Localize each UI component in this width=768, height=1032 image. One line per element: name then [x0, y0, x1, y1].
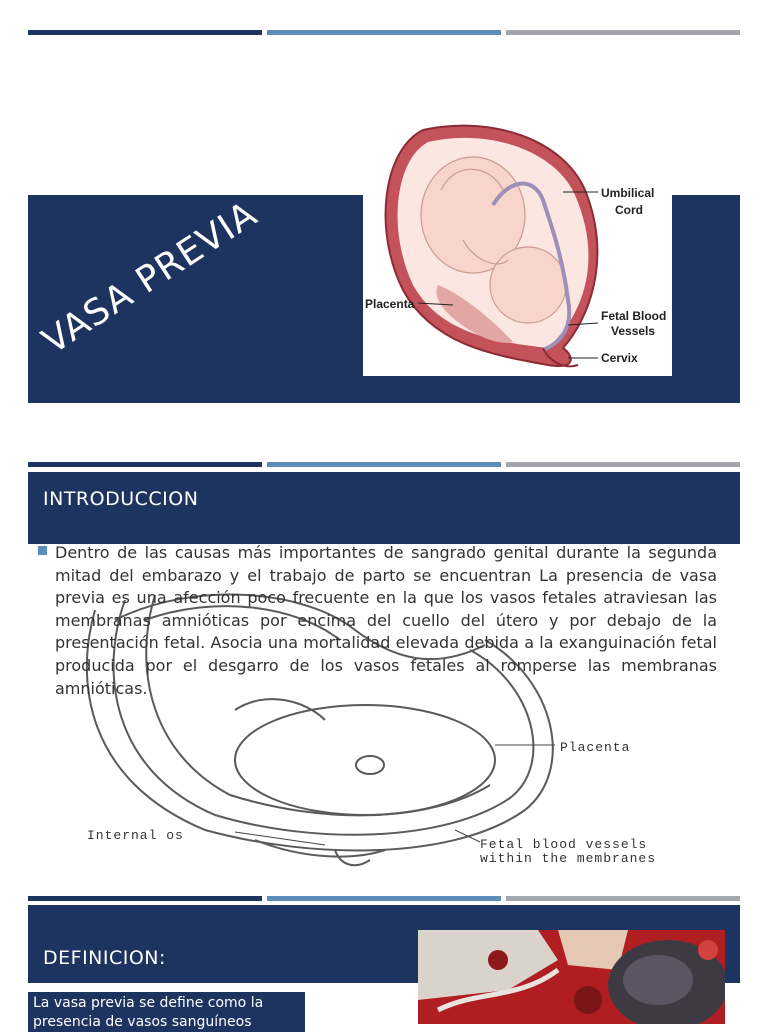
sketch-label-internal-os: Internal os	[87, 828, 184, 843]
accent-stripe-dark	[28, 30, 262, 35]
accent-stripe-dark-2	[28, 462, 262, 467]
label-cervix: Cervix	[601, 351, 638, 365]
label-placenta: Placenta	[365, 297, 415, 311]
sketch-label-membranes: within the membranes	[480, 851, 657, 866]
bullet-square	[38, 546, 47, 555]
accent-stripe-gray	[506, 30, 740, 35]
label-fetal-blood: Fetal Blood	[601, 309, 667, 323]
accent-stripe-gray-2	[506, 462, 740, 467]
intro-header: INTRODUCCION	[43, 488, 199, 510]
label-vessels: Vessels	[611, 324, 656, 338]
clinical-photo	[418, 930, 725, 1024]
intro-header-bar	[28, 472, 740, 544]
accent-stripe-gray-3	[506, 896, 740, 901]
accent-stripe-mid-2	[267, 462, 501, 467]
accent-stripe-dark-3	[28, 896, 262, 901]
slide-title: VASA PREVIA	[35, 193, 265, 363]
accent-stripe-mid-3	[267, 896, 501, 901]
sketch-label-placenta: Placenta	[560, 740, 631, 755]
label-cord: Cord	[615, 203, 643, 217]
definition-text: La vasa previa se define como la presencia de vasos sanguíneos	[28, 992, 305, 1032]
label-umbilical: Umbilical	[601, 186, 655, 200]
definition-header: DEFINICION:	[43, 947, 166, 969]
uterus-diagram	[363, 120, 672, 376]
intro-paragraph: Dentro de las causas más importantes de sangrado genital durante la segunda mitad del embarazo y el trabajo de parto se encuentran La presencia de vasa previa es una afección poco frecuente en la que los vasos fetales atraviesan las membranas amnióticas por encima del cuello del útero y por debajo de la presentación fetal. Asocia una mortalidad elevada debida a la exanguinación fetal producida por el desgarro de los vasos fetales al romperse las membranas amnióticas.	[55, 543, 717, 698]
sketch-label-fetal-vessels: Fetal blood vessels	[480, 837, 648, 852]
accent-stripe-mid	[267, 30, 501, 35]
